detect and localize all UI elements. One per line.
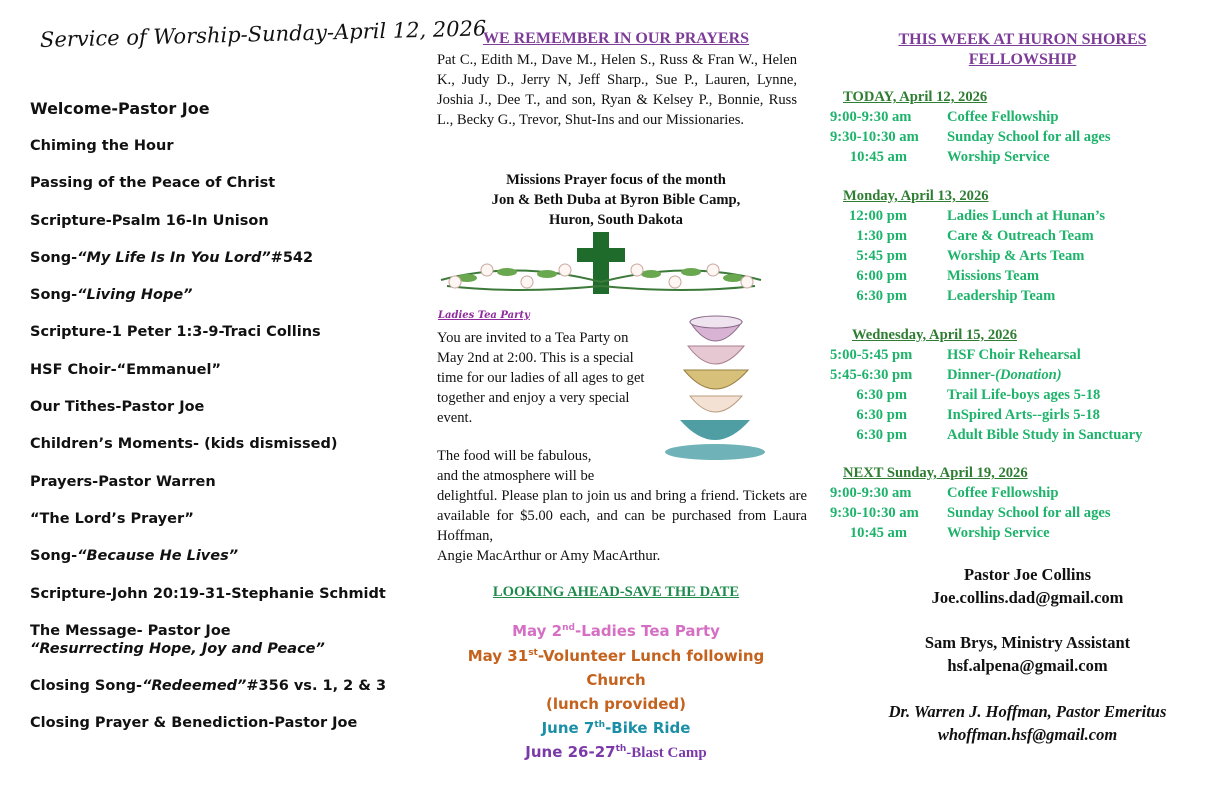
list-item: “The Lord’s Prayer” — [30, 510, 194, 527]
service-title: Service of Worship-Sunday-April 12, 2026 — [39, 16, 487, 52]
schedule-row: 5:00-5:45 pm HSF Choir Rehearsal — [830, 347, 1081, 364]
list-item: Song- “My Life Is In You Lord” #542 — [30, 249, 314, 266]
day-heading: Wednesday, April 15, 2026 — [852, 327, 1018, 343]
list-item: Song- “Living Hope” — [30, 287, 193, 304]
save-date-item: May 31st-Volunteer Lunch following — [467, 647, 765, 665]
tea-invitation-text: You are invited to a Tea Party on May 2nd at 2:00. This is a special time for our ladies of all ages to get together and enjoy a very special event. — [437, 330, 645, 426]
save-date-item: Church — [586, 671, 646, 689]
list-item: Passing of the Peace of Christ — [30, 175, 276, 192]
schedule-row: 10:45 am Worship Service — [849, 148, 1050, 165]
list-item: The Message- Pastor Joe “Resurrecting Hope, Joy and Peace” — [30, 622, 325, 657]
schedule-row: 1:30 pm Care & Outreach Team — [856, 228, 1094, 245]
list-item: HSF Choir-“Emmanuel” — [30, 361, 222, 378]
assistant-email[interactable]: hsf.alpena@gmail.com — [947, 656, 1108, 675]
schedule-row: 9:00-9:30 am Coffee Fellowship — [830, 485, 1059, 502]
list-item: Closing Prayer & Benediction-Pastor Joe — [30, 715, 358, 732]
pastor-name: Pastor Joe Collins — [963, 565, 1092, 584]
list-item: Song- “Because He Lives” — [30, 548, 239, 565]
emeritus-name: Dr. Warren J. Hoffman, Pastor Emeritus — [888, 702, 1167, 721]
tea-details-text: The food will be fabulous, and the atmosphere will be delightful. Please plan to join us and bring a friend. Tickets are available for $5.00 each, and can be purchased from Laura Hoffman, Angie MacArthur or Amy MacArthur. — [437, 448, 807, 564]
schedule-row: 5:45 pm Worship & Arts Team — [856, 247, 1085, 264]
order-of-worship-list — [30, 90, 420, 742]
emeritus-email[interactable]: whoffman.hsf@gmail.com — [937, 725, 1118, 744]
pastor-email[interactable]: Joe.collins.dad@gmail.com — [931, 588, 1124, 607]
schedule-row: 9:30-10:30 am Sunday School for all ages — [830, 505, 1111, 522]
schedule-row: 6:00 pm Missions Team — [856, 267, 1040, 284]
schedule-row: 6:30 pm Leadership Team — [856, 287, 1056, 304]
tea-party-heading: Ladies Tea Party — [438, 310, 530, 321]
day-heading: TODAY, April 12, 2026 — [843, 89, 988, 105]
list-item: Children’s Moments- (kids dismissed) — [30, 436, 338, 453]
list-item: Chiming the Hour — [30, 137, 174, 154]
list-item: Closing Song- “Redeemed” #356 vs. 1, 2 & 3 — [30, 677, 387, 694]
schedule-row: 9:00-9:30 am Coffee Fellowship — [830, 109, 1059, 126]
weekly-schedule-column — [830, 0, 1231, 800]
list-item: Welcome-Pastor Joe — [30, 99, 210, 119]
sermon-title: “Resurrecting Hope, Joy and Peace” — [30, 640, 325, 657]
schedule-row: 12:00 pm Ladies Lunch at Hunan’s — [849, 208, 1106, 225]
schedule-row: 6:30 pm InSpired Arts--girls 5-18 — [856, 406, 1100, 423]
prayer-list: Pat C., Edith M., Dave M., Helen S., Russ & Fran W., Helen K., Judy D., Jerry N, Jeff Sharp., Sue P., Lauren, Lynne, Joshia J., Dee T., and son, Ryan & Kelsey P., Bonnie, Russ L., Becky G., Trevor, Shut-Ins and our Missionaries. — [437, 52, 797, 128]
weekly-schedule-heading: THIS WEEK AT HURON SHORES FELLOWSHIP — [898, 31, 1147, 68]
save-date-item: June 7th-Bike Ride — [541, 719, 691, 737]
schedule-row: 6:30 pm Trail Life-boys ages 5-18 — [856, 386, 1101, 403]
day-events — [830, 207, 1230, 306]
day-events — [830, 108, 1230, 167]
day-heading: NEXT Sunday, April 19, 2026 — [843, 465, 1028, 481]
cross-garland-image — [437, 230, 765, 310]
schedule-row: 9:30-10:30 am Sunday School for all ages — [830, 129, 1111, 146]
day-events — [830, 484, 1230, 543]
schedule-row: 6:30 pm Adult Bible Study in Sanctuary — [856, 426, 1143, 443]
list-item: Scripture-John 20:19-31-Stephanie Schmidt — [30, 585, 386, 602]
schedule-row: 5:45-6:30 pm Dinner-(Donation) — [830, 367, 1062, 384]
save-date-item: (lunch provided) — [545, 695, 686, 713]
prayers-heading: WE REMEMBER IN OUR PRAYERS — [482, 30, 750, 47]
list-item: Our Tithes-Pastor Joe — [30, 399, 205, 416]
assistant-name: Sam Brys, Ministry Assistant — [924, 633, 1131, 652]
announcements-column — [420, 0, 820, 800]
list-item: Scripture-Psalm 16-In Unison — [30, 212, 269, 229]
save-date-item: June 26-27th-Blast Camp — [525, 743, 707, 761]
schedule-row: 10:45 am Worship Service — [849, 524, 1050, 541]
day-heading: Monday, April 13, 2026 — [843, 188, 989, 204]
teacups-image — [650, 312, 780, 462]
list-item: Scripture-1 Peter 1:3-9-Traci Collins — [30, 324, 321, 341]
save-date-item: May 2nd-Ladies Tea Party — [512, 622, 720, 640]
day-events — [830, 346, 1230, 445]
list-item: Prayers-Pastor Warren — [30, 473, 216, 490]
missions-focus: Missions Prayer focus of the month Jon & Beth Duba at Byron Bible Camp, Huron, South Dakota — [491, 172, 741, 228]
save-the-date-heading: LOOKING AHEAD-SAVE THE DATE — [492, 584, 740, 600]
